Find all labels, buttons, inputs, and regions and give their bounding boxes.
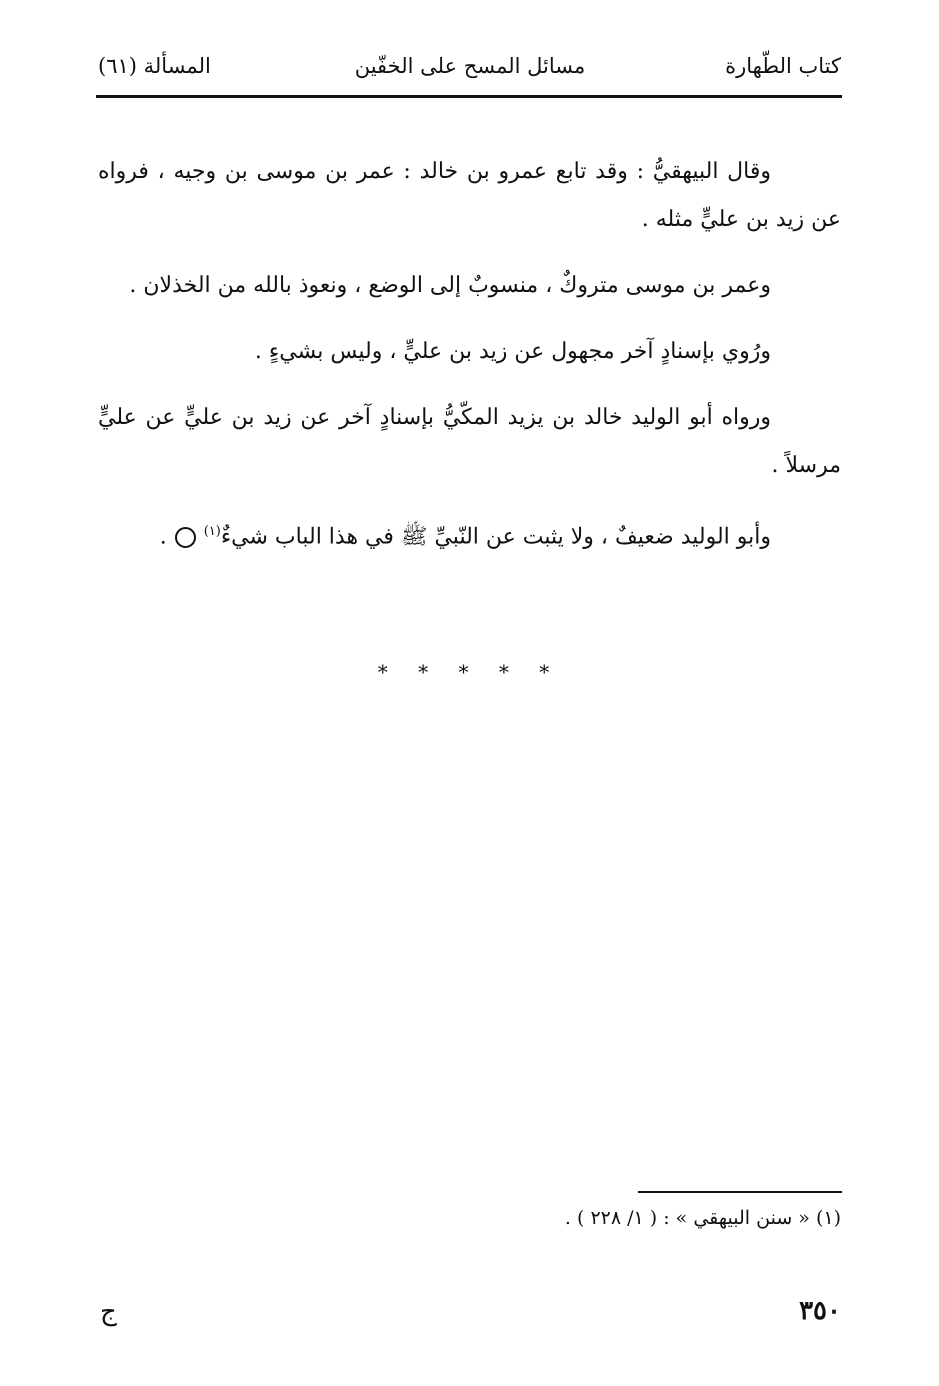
paragraph-5-text: وأبو الوليد ضعيفٌ ، ولا يثبت عن النّبيِّ ﷺ في هذا الباب شيءٌ: [220, 524, 771, 550]
footnote-1: (١) « سنن البيهقي » : ( ١/ ٢٢٨ ) .: [564, 1207, 841, 1229]
footnote-ref: (١): [203, 524, 221, 539]
paragraph-5-end: .: [159, 524, 167, 550]
section-title: مسائل المسح على الخفّين: [354, 54, 586, 78]
paragraph-2: وعمر بن موسى متروكٌ ، منسوبٌ إلى الوضع ، ونعوذ بالله من الخذلان .: [129, 273, 771, 298]
paragraph-3: ورُوي بإسنادٍ آخر مجهول عن زيد بن عليٍّ ، وليس بشيءٍ .: [254, 339, 771, 364]
paragraph-1: وقال البيهقيُّ : وقد تابع عمرو بن خالد : عمر بن موسى بن وجيه ، فرواه عن زيد بن عليٍّ مثله .: [98, 159, 841, 232]
paragraph-5: [98, 508, 841, 561]
signature-mark: ج: [100, 1297, 117, 1327]
end-circle-icon: [175, 527, 196, 548]
paragraph-4: ورواه أبو الوليد خالد بن يزيد المكّيُّ بإسنادٍ آخر عن زيد بن عليٍّ عن عليٍّ مرسلاً .: [98, 405, 841, 478]
book-title: كتاب الطّهارة: [725, 54, 841, 78]
issue-label: المسألة (٦١): [98, 54, 211, 78]
footnote-divider: [638, 1191, 842, 1193]
header-divider: [96, 95, 842, 98]
section-separator: * * * * *: [377, 660, 562, 684]
main-text: [98, 148, 841, 579]
page-number: ٣٥٠: [799, 1296, 841, 1326]
